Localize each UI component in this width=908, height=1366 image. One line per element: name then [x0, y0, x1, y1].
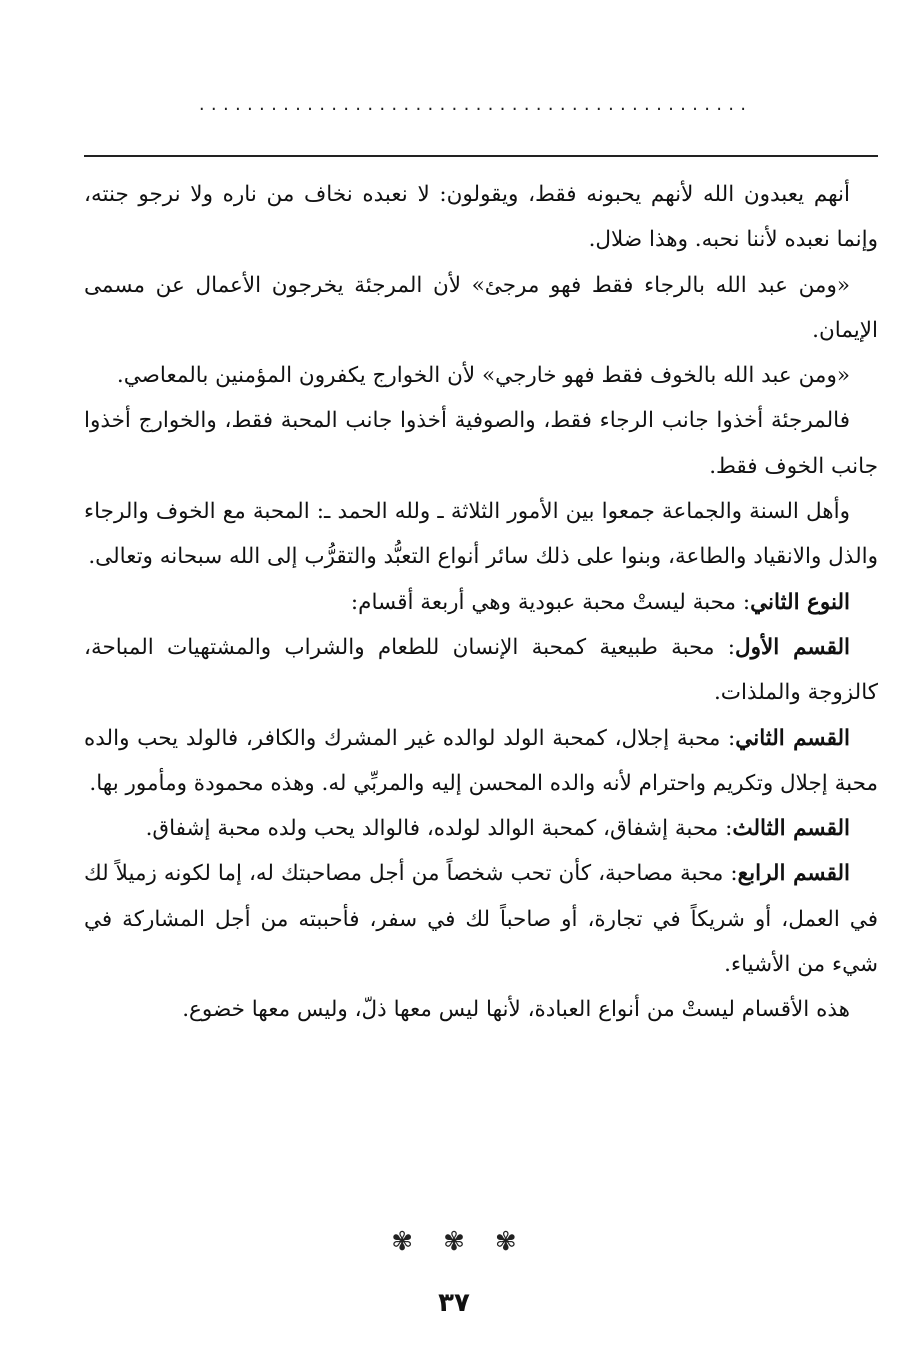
paragraph-text: : محبة إجلال، كمحبة الولد لوالده غير المشرك والكافر، فالولد يحب والده محبة إجلال وتكريم واحترام لأنه والده المحسن إليه والمربِّي له. وهذه محمودة ومأمور بها.	[84, 725, 878, 796]
paragraph-lead: القسم الثاني	[735, 725, 851, 751]
paragraph-text: «ومن عبد الله بالرجاء فقط فهو مرجئ» لأن المرجئة يخرجون الأعمال عن مسمى الإيمان.	[84, 272, 878, 343]
flower-ornament-icon: ✾	[443, 1227, 465, 1257]
section-divider	[0, 1222, 908, 1262]
paragraph-9	[84, 806, 878, 851]
paragraph-7	[84, 625, 878, 716]
flower-ornament-icon: ✾	[391, 1227, 414, 1257]
paragraph-5	[84, 489, 878, 580]
paragraph-8	[84, 716, 878, 807]
paragraph-text: : محبة مصاحبة، كأن تحب شخصاً من أجل مصاحبتك له، إما لكونه زميلاً لك في العمل، أو شريكاً في تجارة، أو صاحباً لك في سفر، فأحببته من أجل المشاركة في شيء من الأشياء.	[84, 861, 878, 978]
paragraph-text: : محبة طبيعية كمحبة الإنسان للطعام والشراب والمشتهيات المباحة، كالزوجة والملذات.	[84, 634, 878, 706]
paragraph-10	[84, 851, 878, 987]
paragraph-text: وأهل السنة والجماعة جمعوا بين الأمور الثلاثة ـ ولله الحمد ـ: المحبة مع الخوف والرجاء والذل والانقياد والطاعة، وبنوا على ذلك سائر أنواع التعبُّد والتقرُّب إلى الله سبحانه وتعالى.	[84, 499, 878, 570]
paragraph-11	[84, 987, 878, 1032]
page-number: ٣٧	[438, 1288, 470, 1318]
header-rule	[84, 155, 878, 157]
paragraph-lead: القسم الثالث	[732, 816, 850, 842]
flower-ornament-icon: ✾	[494, 1227, 517, 1257]
paragraph-lead: النوع الثاني	[750, 589, 850, 615]
paragraph-text: «ومن عبد الله بالخوف فقط فهو خارجي» لأن الخوارج يكفرون المؤمنين بالمعاصي.	[116, 363, 850, 389]
paragraph-1	[84, 172, 878, 263]
paragraph-2	[84, 263, 878, 354]
paragraph-text: : محبة إشفاق، كمحبة الوالد لولده، فالوالد يحب ولده محبة إشفاق.	[145, 816, 733, 842]
body-text	[84, 172, 878, 1033]
paragraph-text: هذه الأقسام ليستْ من أنواع العبادة، لأنها ليس معها ذلّ، وليس معها خضوع.	[182, 997, 850, 1023]
paragraph-3	[84, 353, 878, 398]
paragraph-6	[84, 580, 878, 625]
paragraph-lead: القسم الأول	[734, 634, 850, 660]
paragraph-text: فالمرجئة أخذوا جانب الرجاء فقط، والصوفية أخذوا جانب المحبة فقط، والخوارج أخذوا جانب الخوف فقط.	[84, 408, 878, 479]
paragraph-4	[84, 398, 878, 489]
paragraph-lead: القسم الرابع	[737, 861, 850, 887]
paragraph-text: : محبة ليستْ محبة عبودية وهي أربعة أقسام:	[350, 589, 751, 615]
paragraph-text: أنهم يعبدون الله لأنهم يحبونه فقط، ويقولون: لا نعبده نخاف من ناره ولا نرجو جنته، وإنما نعبده لأننا نحبه. وهذا ضلال.	[84, 182, 878, 253]
header-dotted-line: ..............................................	[197, 96, 751, 114]
